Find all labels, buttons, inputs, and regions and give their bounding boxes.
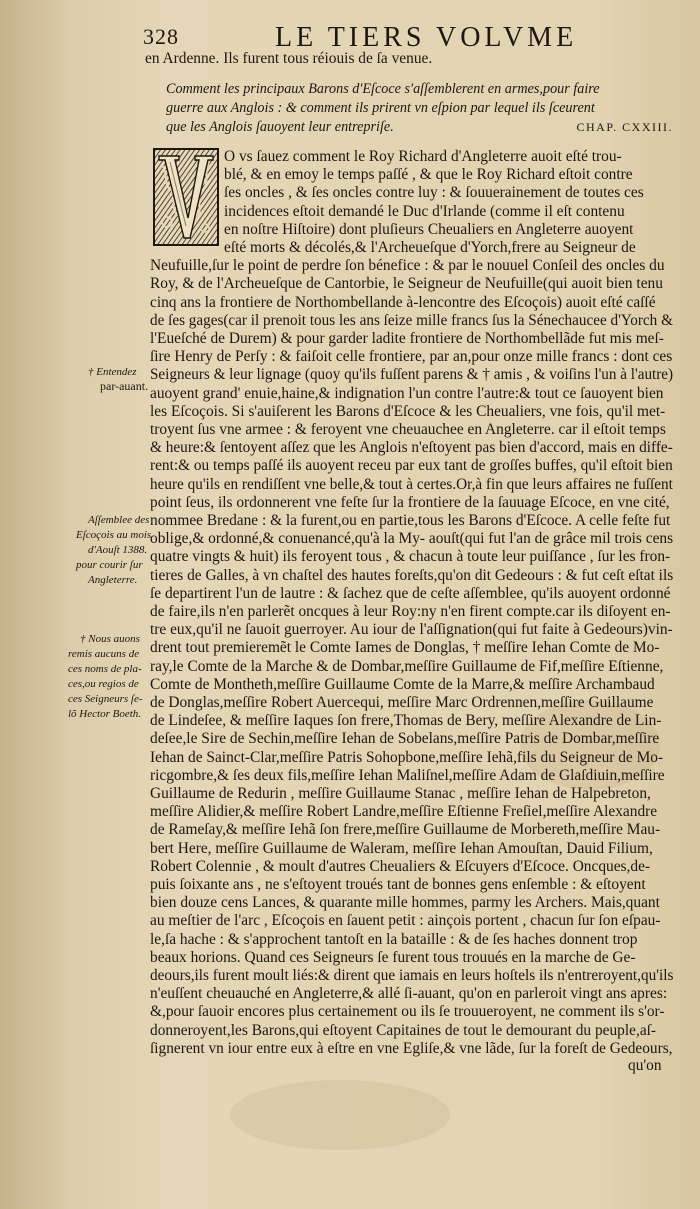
body-line: puis ſoixante ans , ne s'eſtoyent troués tant de bonnes gens enſemble : & eſtoyent — [150, 876, 646, 893]
ornamental-initial-v-icon — [153, 148, 219, 246]
chapter-title-line: Comment les principaux Barons d'Eſcoce s'aſſemblerent en armes,pour faire — [166, 81, 600, 97]
body-line: eſté morts & décolés,& l'Archeueſque d'Yorch,frere au Seigneur de — [224, 239, 636, 256]
body-line: Neufuille,ſur le point de perdre ſon bénefice : & par le nouuel Conſeil des oncles du — [150, 257, 665, 275]
body-line: point ſeus, ils ordonnerent vne feſte ſur la frontiere de la ſauuage Eſcoce, en vne cité, — [150, 493, 670, 511]
body-line: heure qu'ils en rendiſſent vne belle,& tout à certes.Or,à fin que leurs affaires ne fuſſent — [150, 475, 673, 493]
body-line: & heure:& ſentoyent aſſez que les Anglois n'eſtoyent pas bien d'accord, mais en diffe- — [150, 439, 673, 457]
body-line: ſire Henry de Perſy : & faiſoit celle frontiere, par an,pour onze mille francs : dont ces — [150, 348, 673, 366]
body-line: &,pour ſauoir encores plus certainement ou ils ſe trouueroyent, ne comment ils s'or- — [150, 1003, 665, 1021]
body-line: meſſire Alidier,& meſſire Robert Landre,meſſire Eſtienne Freſiel,meſſire Alexandre — [150, 803, 658, 821]
running-title: LE TIERS VOLVME — [275, 22, 578, 53]
chapter-title-line: que les Anglois ſauoyent leur entrepriſe. — [166, 119, 394, 135]
margin-note-line: par-auant. — [100, 379, 149, 393]
body-line: Guillaume de Redurin , meſſire Guillaume Stanac , meſſire Iehan de Halpebreton, — [150, 785, 651, 802]
margin-note-line: † Entendez — [88, 366, 137, 378]
chapter-title-line: guerre aux Anglois : & comment ils prirent vn eſpion par lequel ils ſceurent — [166, 100, 595, 116]
body-line: ricgombre,& ſes deux fils,meſſire Iehan Maliſnel,meſſire Adam de Glaſdiuin,meſſire — [150, 766, 665, 784]
body-line: ray,le Comte de la Marche & de Dombar,meſſire Guillaume de Fif,meſſire Eſtienne, — [150, 657, 664, 675]
body-line: oblige,& ordonné,& conuenancé,qu'à la My- aouſt(qui fut l'an de grâce mil trois cens — [150, 530, 674, 548]
margin-note-line: pour courir ſur — [76, 559, 143, 571]
page-number: 328 — [143, 24, 179, 49]
body-line: bien douze cens Lances, & quarante mille hommes, parmy les Archers. Mais,quant — [150, 894, 660, 912]
body-line: Iehan de Sainct-Clar,meſſire Patris Sohopbone,meſſire Iehã,fils du Seigneur de Mo- — [150, 748, 664, 766]
body-line: de faire,ils n'en parlerẽt oncques à leur Roy:ny n'en firent compte.car ils diſoyent en- — [150, 603, 671, 620]
top-line: en Ardenne. Ils furent tous réiouis de ſa venue. — [145, 50, 433, 67]
body-line: deſee,le Sire de Sechin,meſſire Iehan de Sobelans,meſſire Patris de Dombar,meſſire — [150, 730, 660, 748]
body-line: donneroyent,les Barons,qui eſtoyent Capitaines de tout le demourant du peuple,aſ- — [150, 1021, 657, 1039]
body-line: Seigneurs & leur lignage (quoy qu'ils fuſſent parens & † amis , & voiſins l'un à l'autre) — [150, 366, 674, 384]
body-line: blé, & en emoy le temps paſſé , & que le Roy Richard eſtoit contre — [224, 166, 633, 184]
margin-note-line: ces Seigneurs ſe- — [68, 693, 143, 705]
body-line: auoyent grand' enuie,haine,& indignation l'un contre l'autre:& tout ce ſauoyent bien — [150, 384, 664, 402]
body-line: O vs ſauez comment le Roy Richard d'Angleterre auoit eſté trou- — [224, 148, 622, 165]
body-line: Robert Colennie , & moult d'autres Cheualiers & Eſcuyers d'Eſcoce. Oncques,de- — [150, 857, 651, 875]
body-line: tieres de Galles, à vn chaſtel des hautes foreſts,qu'on dit Gedeours : & fut ceſt eſtat ils — [150, 566, 674, 584]
body-line: incidences eſtoit demandé le Duc d'Irlande (comme il eſt contenu — [224, 202, 625, 220]
margin-note-line: d'Aouſt 1388. — [88, 544, 148, 556]
body-line: rent:& ou temps paſſé ils auoyent receu par eux tant de groſſes buffes, qu'il eſtoit bien — [150, 457, 673, 475]
body-line: drent tout premieremẽt le Comte Iames de Donglas, † meſſire Iehan Comte de Mo- — [150, 639, 660, 657]
body-line: nommee Bredane : & la furent,ou en partie,tous les Barons d'Eſcoce. A celle feſte fut — [150, 512, 671, 529]
margin-note-line: lõ Hector Boeth. — [68, 708, 142, 720]
body-line: cinq ans la frontiere de Northombellande à-lencontre des Eſcoçois) auoit eſté caſſé — [150, 293, 656, 311]
chapter-number: CHAP. CXXIII. — [576, 120, 673, 134]
body-line: Roy, & de l'Archeueſque de Cantorbie, le Seigneur de Neufuille(qui auoit bien tenu — [150, 275, 663, 293]
margin-note-line: ces noms de pla- — [68, 663, 142, 675]
body-line: de ſes gages(car il prenoit tous les ans ſeize mille francs ſus la Sénechaucee d'Yorch & — [150, 311, 673, 329]
body-line: ſes oncles , & ſes oncles contre luy : & ſouuerainement de toutes ces — [224, 184, 644, 202]
body-line: le,ſa hache : & s'approchent tantoſt en la bataille : & de ſes haches donnent trop — [150, 930, 638, 948]
body-line: n'euſſent cheuauché en Angleterre,& allé ſi-auant, qu'on en parleroit vingt ans apres: — [150, 985, 668, 1003]
body-line: beaux horions. Quand ces Seigneurs ſe furent tous trouués en la marche de Ge- — [150, 948, 636, 966]
body-line: deours,ils furent moult liés:& dirent que iamais en leurs hoſtels ils n'entreroyent,qu'ils — [150, 967, 674, 984]
paper-stain — [230, 1080, 450, 1150]
catchword: qu'on — [628, 1057, 662, 1074]
page-header — [143, 22, 673, 52]
body-line: tre eux,qu'il ne ſauoit guerroyer. Au iour de l'aſſignation(qui fut faite à Gedeours)vin- — [150, 621, 673, 639]
ornamental-initial-v-icon — [155, 150, 217, 244]
margin-note-line: Angleterre. — [88, 574, 138, 586]
body-line: au meſtier de l'arc , Eſcoçois en ſauent petit : ainçois portent , chacun ſur ſon eſpau- — [150, 912, 661, 930]
body-line: en noſtre Hiſtoire) dont pluſieurs Cheualiers en Angleterre auoyent — [224, 220, 634, 238]
body-line: Comte de Montheth,meſſire Guillaume Comte de la Marre,& meſſire Archambaud — [150, 675, 655, 693]
body-line: l'Eueſché de Durem) & pour garder ladite frontiere de Northombellãde fut mis meſ- — [150, 330, 664, 347]
body-line: de Lindeſee, & meſſire Iaques ſon frere,Thomas de Bery, meſſire Alexandre de Lin- — [150, 712, 662, 730]
body-line: les Eſcoçois. Si s'auiſerent les Barons d'Eſcoce & les Cheualiers, vne fois, qu'il met- — [150, 402, 666, 420]
body-line: de Donglas,meſſire Robert Auercequi, meſſire Marc Ordrennen,meſſire Guillaume — [150, 694, 654, 711]
body-line: ſignerent vn iour entre eux à eſtre en vne Egliſe,& vne lãde, ſur la foreſt de Gedeours, — [150, 1039, 673, 1057]
body-line: bert Here, meſſire Guillaume de Waleram, meſſire Iehan Amouſtan, Dauid Filium, — [150, 839, 653, 857]
body-line: quatre vingts & huit) ils feroyent tous , & chacun à toute leur puiſſance , ſur les fron- — [150, 548, 671, 566]
body-line: troyent ſus vne armee : & feroyent vne cheuauchee en Angleterre. car il eſtoit temps — [150, 421, 666, 438]
body-line: de Rameſay,& meſſire Iehã ſon frere,meſſire Guillaume de Morbereth,meſſire Mau- — [150, 821, 661, 839]
margin-note-line: ces,ou regios de — [68, 678, 139, 690]
margin-note-line: Eſcoçois au mois — [76, 529, 152, 541]
margin-note-line: remis aucuns de — [68, 648, 140, 660]
body-line: ſe departirent l'un de lautre : & ſachez que de ceſte aſſemblee, qu'ils auoyent ordonné — [150, 584, 671, 602]
margin-note-line: Aſſemblee des — [88, 514, 150, 526]
margin-note-line: † Nous auons — [80, 633, 140, 645]
